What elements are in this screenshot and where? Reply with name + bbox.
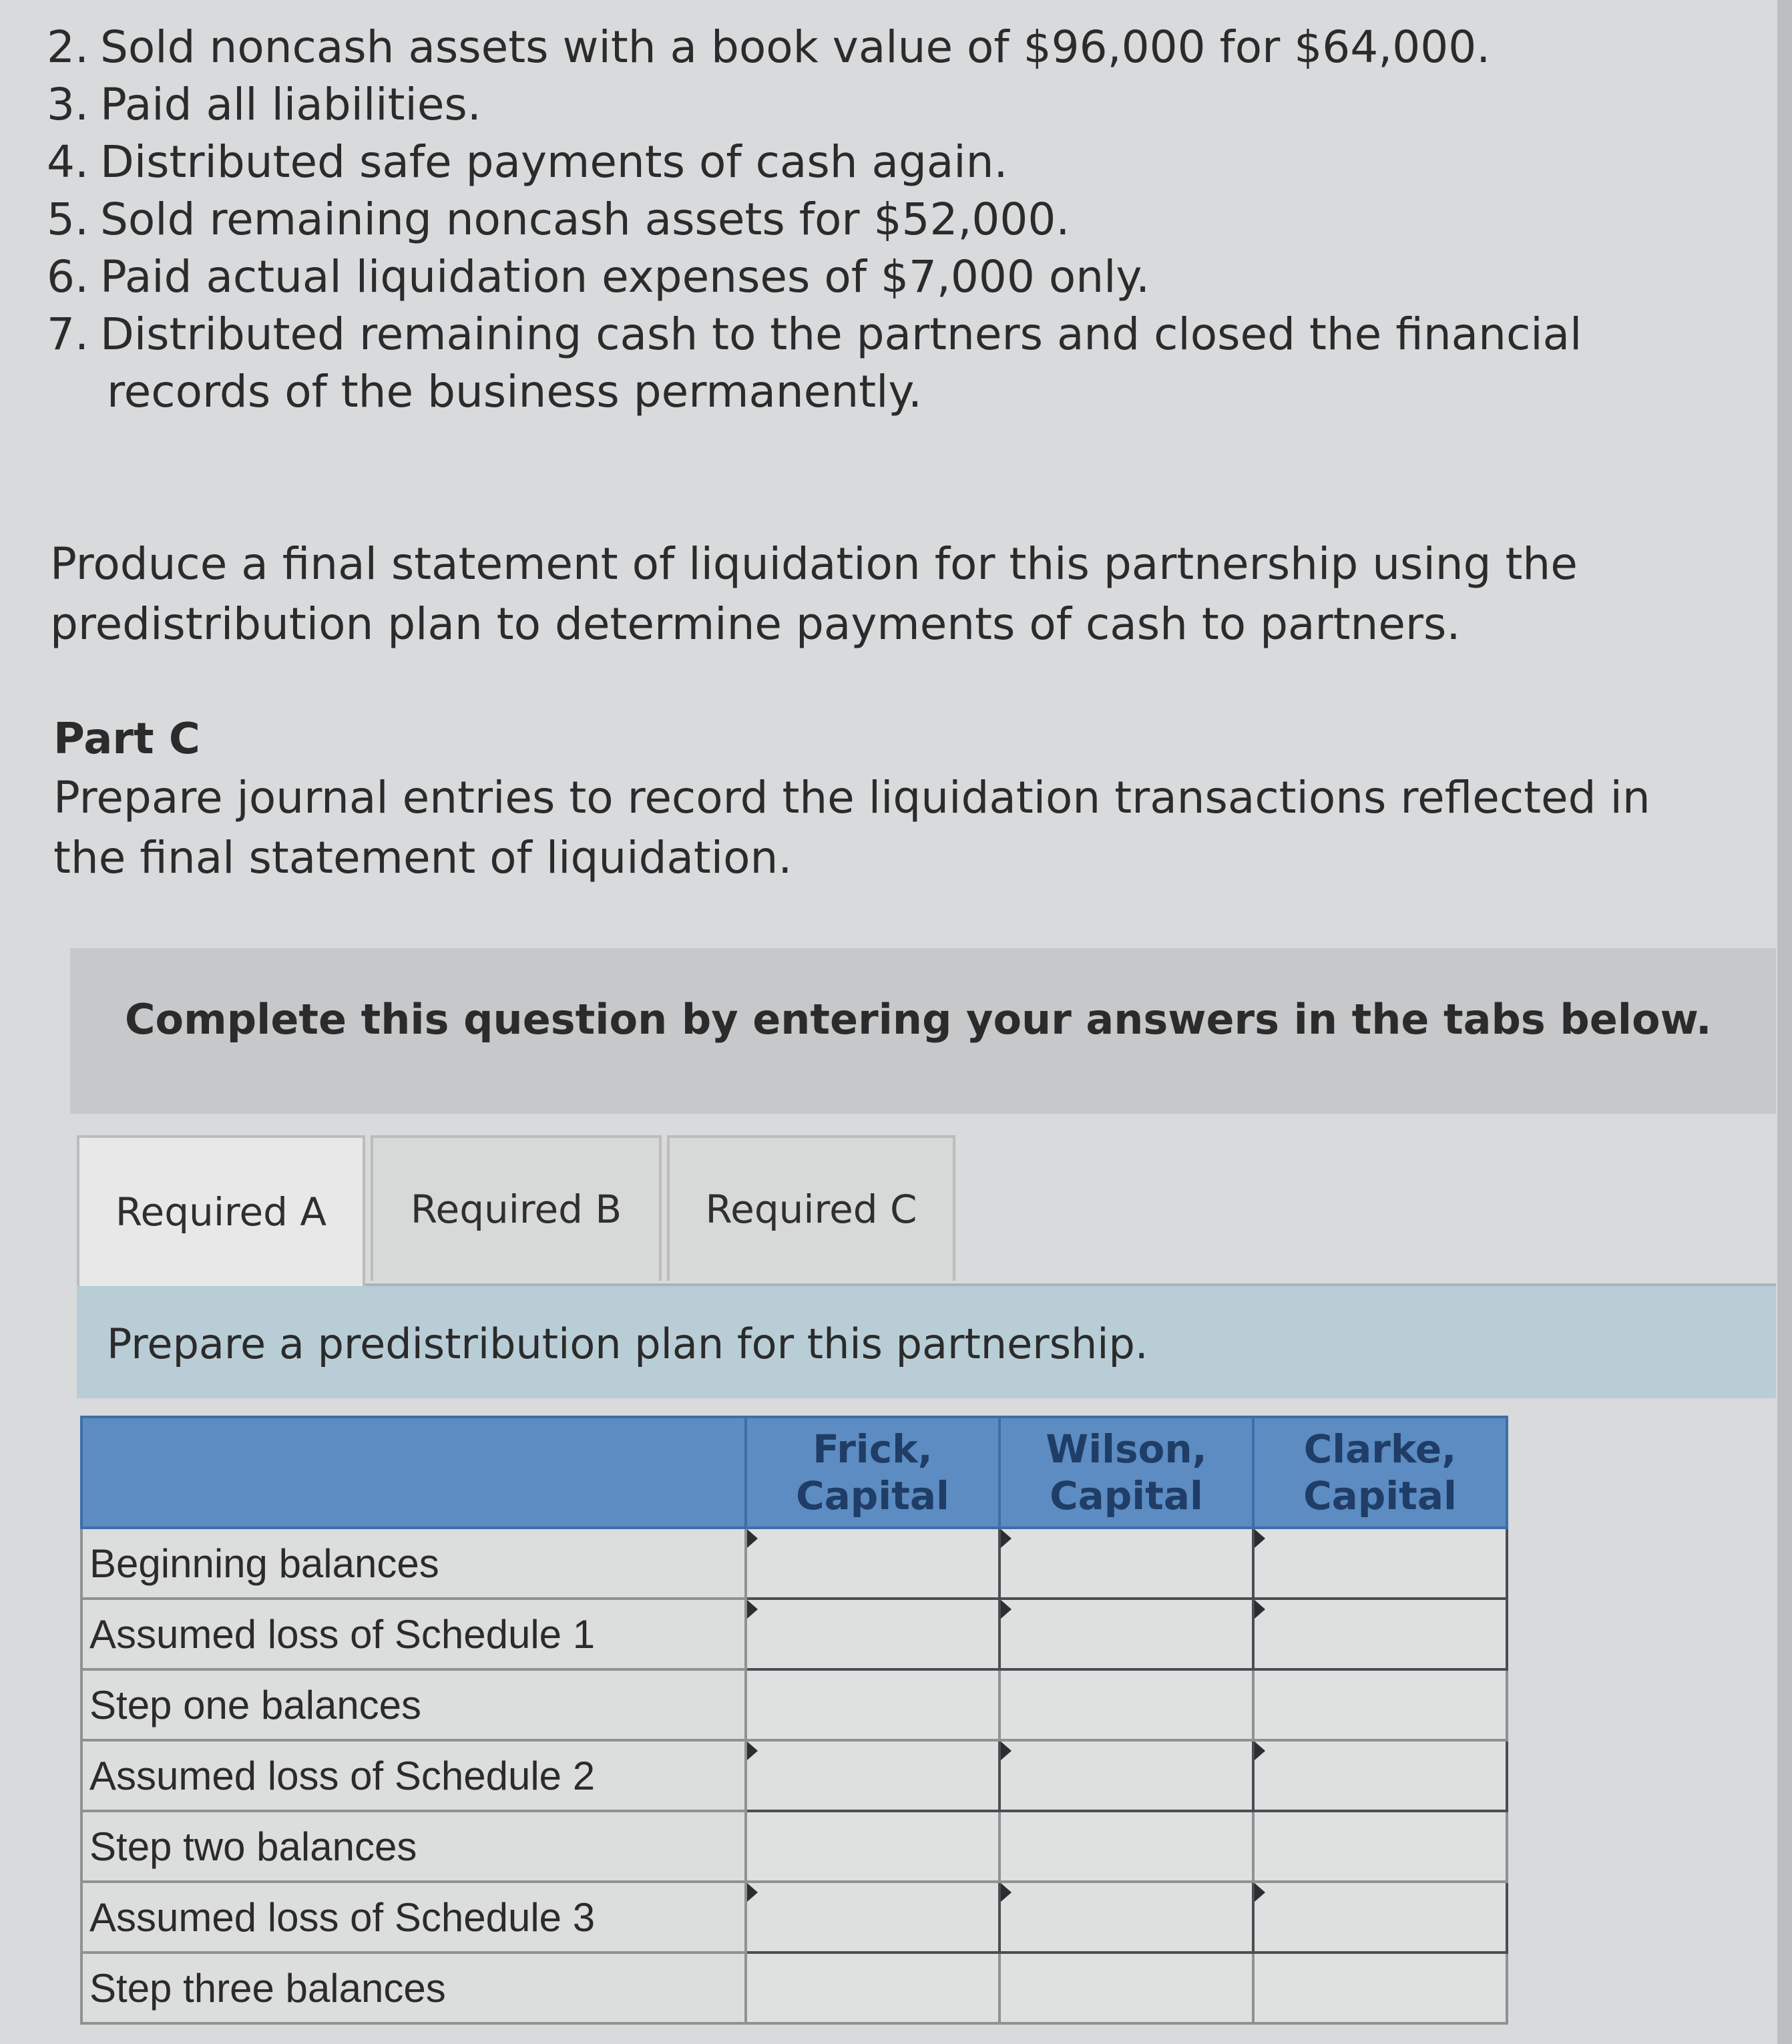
input-clarke-loss-2[interactable] — [1253, 1740, 1507, 1811]
row-label: Assumed loss of Schedule 3 — [81, 1882, 746, 1953]
step-text: Sold remaining noncash assets for $52,000. — [100, 194, 1070, 245]
table-header-row — [81, 1417, 1507, 1528]
step-text: Distributed remaining cash to the partners and closed the financial records of the business permanently. — [100, 309, 1582, 417]
liquidation-instruction: Produce a final statement of liquidation for this partnership using the predistribution plan to determine payments of cash to partners. — [50, 538, 1578, 650]
header-line: Capital — [1303, 1473, 1457, 1518]
calc-frick-step-1 — [746, 1669, 999, 1740]
header-line: Wilson, — [1046, 1426, 1207, 1472]
step-text: Sold noncash assets with a book value of $96,000 for $64,000. — [100, 21, 1491, 73]
part-c-text: Prepare journal entries to record the liquidation transactions reflected in the final statement of liquidation. — [53, 772, 1650, 883]
table-row — [81, 1599, 1507, 1669]
table-row — [81, 1740, 1507, 1811]
input-wilson-loss-1[interactable] — [999, 1599, 1253, 1669]
input-wilson-beginning[interactable] — [999, 1528, 1253, 1599]
input-frick-beginning[interactable] — [746, 1528, 999, 1599]
header-wilson-capital — [999, 1417, 1253, 1528]
banner-text: Complete this question by entering your answers in the tabs below. — [125, 995, 1712, 1044]
step-number: 6. — [47, 251, 89, 302]
question-banner — [70, 948, 1776, 1114]
calc-frick-step-3 — [746, 1953, 999, 2023]
row-label: Step one balances — [81, 1669, 746, 1740]
header-line: Capital — [1050, 1473, 1203, 1518]
header-frick-capital — [746, 1417, 999, 1528]
step-number: 3. — [47, 79, 89, 130]
step-text: Distributed safe payments of cash again. — [100, 136, 1008, 188]
header-line: Capital — [796, 1473, 949, 1518]
tab-required-c[interactable]: Required C — [667, 1135, 955, 1281]
tab-required-b[interactable]: Required B — [371, 1135, 662, 1281]
header-line: Clarke, — [1303, 1426, 1457, 1472]
step-number: 7. — [47, 309, 89, 360]
row-label: Beginning balances — [81, 1528, 746, 1599]
input-clarke-loss-3[interactable] — [1253, 1882, 1507, 1953]
list-item — [47, 19, 1649, 76]
list-item — [47, 191, 1649, 248]
row-label: Step two balances — [81, 1811, 746, 1882]
table-row — [81, 1882, 1507, 1953]
input-frick-loss-1[interactable] — [746, 1599, 999, 1669]
step-number: 2. — [47, 21, 89, 73]
tab-prompt-text: Prepare a predistribution plan for this partnership. — [107, 1319, 1148, 1368]
input-clarke-beginning[interactable] — [1253, 1528, 1507, 1599]
calc-clarke-step-2 — [1253, 1811, 1507, 1882]
calc-frick-step-2 — [746, 1811, 999, 1882]
input-frick-loss-3[interactable] — [746, 1882, 999, 1953]
header-clarke-capital — [1253, 1417, 1507, 1528]
step-number: 4. — [47, 136, 89, 188]
input-frick-loss-2[interactable] — [746, 1740, 999, 1811]
step-number: 5. — [47, 194, 89, 245]
list-item — [47, 134, 1649, 191]
tab-bar — [77, 1135, 1776, 1286]
table-row — [81, 1811, 1507, 1882]
table-row — [81, 1669, 1507, 1740]
list-item — [47, 248, 1649, 306]
list-item — [47, 306, 1649, 421]
calc-clarke-step-3 — [1253, 1953, 1507, 2023]
step-text: Paid actual liquidation expenses of $7,000 only. — [100, 251, 1150, 302]
tab-prompt-bar — [77, 1286, 1776, 1398]
calc-wilson-step-1 — [999, 1669, 1253, 1740]
part-c-title: Part C — [53, 714, 200, 764]
header-line: Frick, — [813, 1426, 933, 1472]
row-label: Assumed loss of Schedule 2 — [81, 1740, 746, 1811]
input-wilson-loss-3[interactable] — [999, 1882, 1253, 1953]
row-label: Assumed loss of Schedule 1 — [81, 1599, 746, 1669]
step-text: Paid all liabilities. — [100, 79, 481, 130]
table-row — [81, 1528, 1507, 1599]
right-edge-strip — [1777, 0, 1792, 2044]
problem-steps-list — [47, 19, 1649, 421]
list-item — [47, 76, 1649, 134]
calc-wilson-step-3 — [999, 1953, 1253, 2023]
tab-required-a[interactable]: Required A — [77, 1135, 365, 1286]
calc-wilson-step-2 — [999, 1811, 1253, 1882]
calc-clarke-step-1 — [1253, 1669, 1507, 1740]
input-wilson-loss-2[interactable] — [999, 1740, 1253, 1811]
row-label: Step three balances — [81, 1953, 746, 2023]
header-blank — [81, 1417, 746, 1528]
input-clarke-loss-1[interactable] — [1253, 1599, 1507, 1669]
table-row — [81, 1953, 1507, 2023]
predistribution-plan-table — [80, 1416, 1508, 2025]
